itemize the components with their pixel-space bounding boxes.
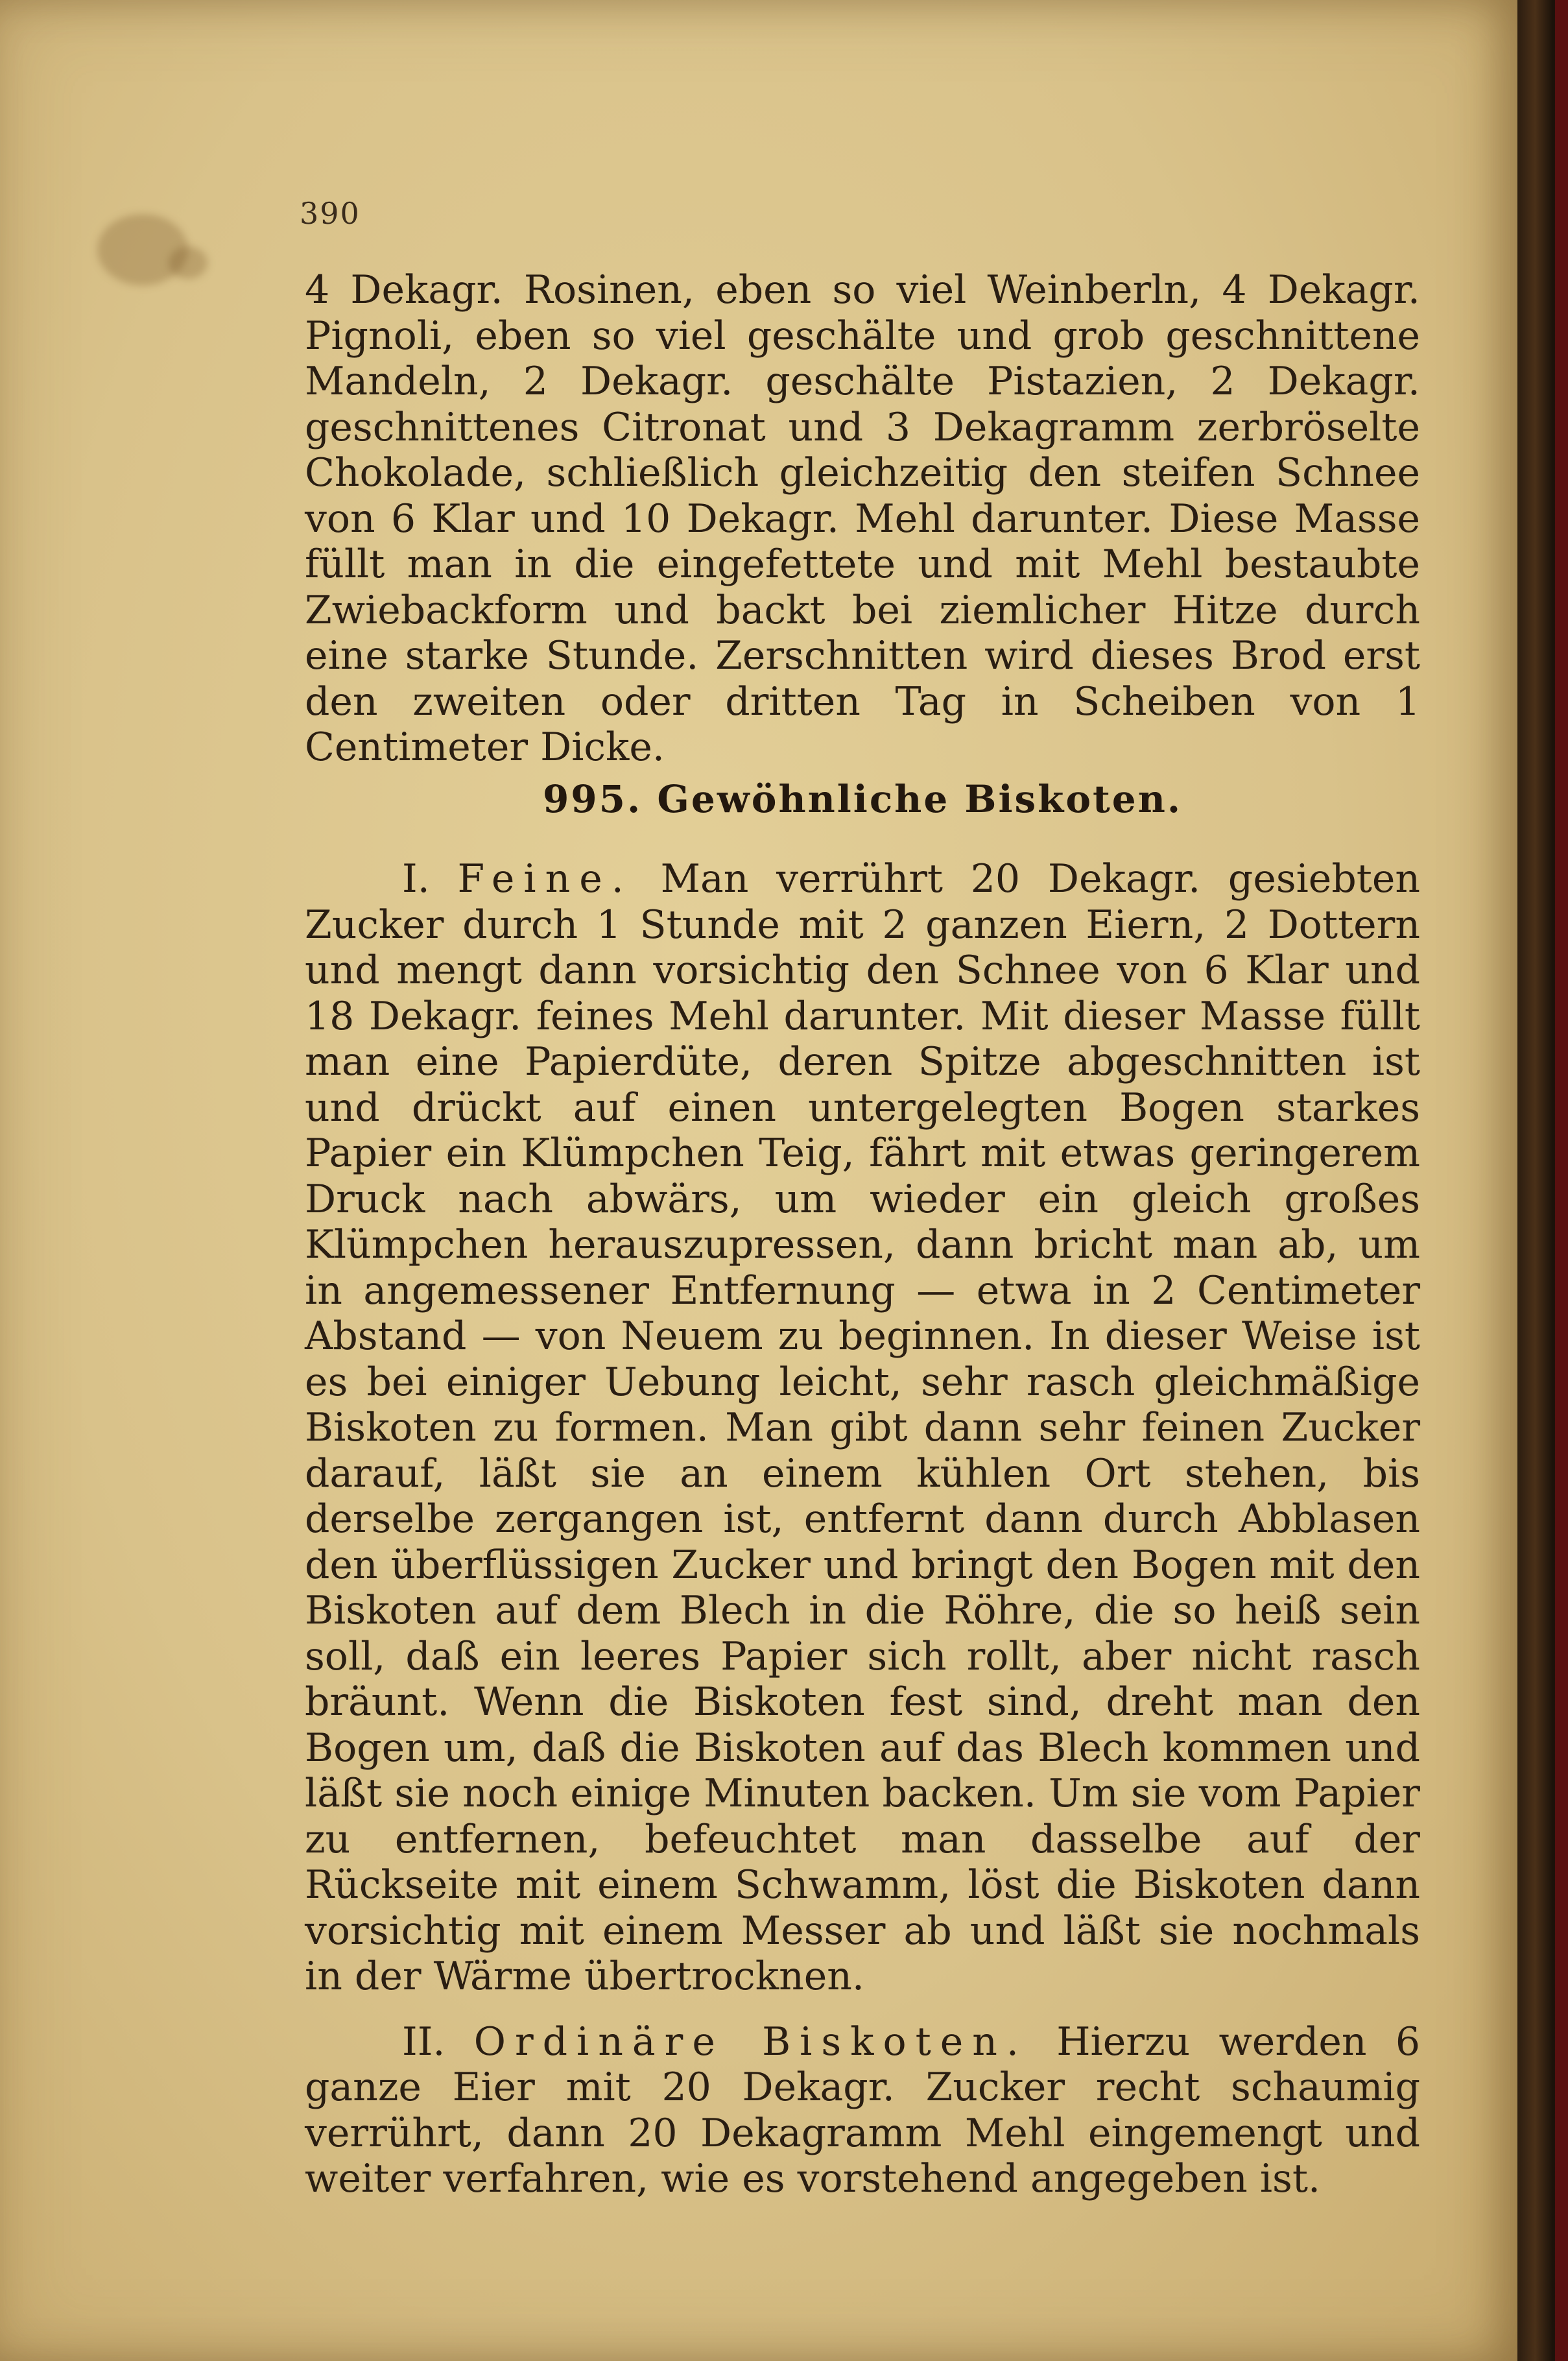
- part-1-title: Feine.: [457, 856, 633, 902]
- recipe-heading: 995. Gewöhnliche Biskoten.: [542, 777, 1183, 821]
- continuation-paragraph: [305, 267, 1420, 771]
- part-2-text: Hierzu werden 6 ganze Eier mit 20 Dekagr. Zucker recht schaumig verrührt, dann 20 Dekagramm Mehl eingemengt und weiter verfahren, wie es vorstehend angegeben ist.: [305, 2019, 1420, 2201]
- part-2-title: Ordinäre Biskoten.: [473, 2019, 1028, 2065]
- recipe-part-1: [305, 856, 1420, 2000]
- recipe-body: [305, 856, 1420, 2202]
- paper-stain: [169, 246, 208, 279]
- part-1-numeral: I.: [402, 856, 430, 902]
- part-1-text: Man verrührt 20 Dekagr. gesiebten Zucker durch 1 Stunde mit 2 ganzen Eiern, 2 Dottern und mengt dann vorsichtig den Schnee von 6 Klar und 18 Dekagr. feines Mehl darunter. Mit dieser Masse füllt man eine Papierdüte, deren Spitze abgeschnitten ist und drückt auf einen untergelegten Bogen starkes Papier ein Klümpchen Teig, fährt mit etwas geringerem Druck nach abwärs, um wieder ein gleich großes Klümpchen herauszupressen, dann bricht man ab, um in angemessener Entfernung — etwa in 2 Centimeter Abstand — von Neuem zu beginnen. In dieser Weise ist es bei einiger Uebung leicht, sehr rasch gleichmäßige Biskoten zu formen. Man gibt dann sehr feinen Zucker darauf, läßt sie an einem kühlen Ort stehen, bis derselbe zergangen ist, entfernt dann durch Abblasen den überflüssigen Zucker und bringt den Bogen mit den Biskoten auf dem Blech in die Röhre, die so heiß sein soll, daß ein leeres Papier sich rollt, aber nicht rasch bräunt. Wenn die Biskoten fest sind, dreht man den Bogen um, daß die Biskoten auf das Blech kommen und läßt sie noch einige Minuten backen. Um sie vom Papier zu entfernen, befeuchtet man dasselbe auf der Rückseite mit einem Schwamm, löst die Biskoten dann vorsichtig mit einem Messer ab und läßt sie nochmals in der Wärme übertrocknen.: [305, 856, 1420, 1999]
- book-gutter: [1517, 0, 1568, 2361]
- continuation-text: 4 Dekagr. Rosinen, eben so viel Weinberln, 4 Dekagr. Pignoli, eben so viel geschälte und grob geschnittene Mandeln, 2 Dekagr. geschälte Pistazien, 2 Dekagr. geschnittenes Citronat und 3 Dekagramm zerbröselte Chokolade, schließlich gleichzeitig den steifen Schnee von 6 Klar und 10 Dekagr. Mehl darunter. Diese Masse füllt man in die eingefettete und mit Mehl bestaubte Zwiebackform und backt bei ziemlicher Hitze durch eine starke Stunde. Zerschnitten wird dieses Brod erst den zweiten oder dritten Tag in Scheiben von 1 Centimeter Dicke.: [305, 267, 1420, 770]
- part-2-numeral: II.: [402, 2019, 445, 2065]
- page-number: 390: [300, 196, 361, 231]
- recipe-part-2: [305, 2019, 1420, 2202]
- next-page-edge: [1555, 0, 1568, 2361]
